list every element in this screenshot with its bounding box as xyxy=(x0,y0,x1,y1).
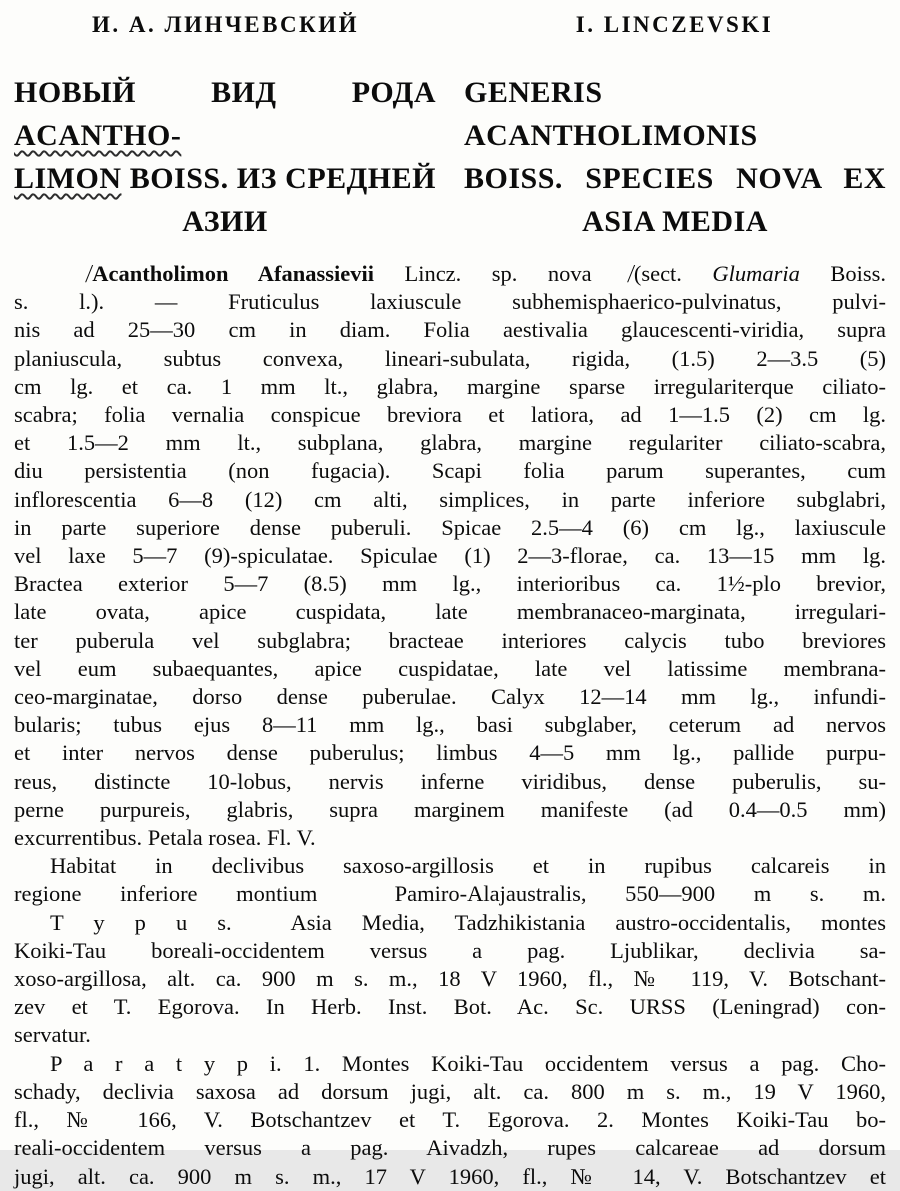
text-line: xoso-argillosa, alt. ca. 900 m s. m., 18 V 1960, fl., № 119, V. Botschant- xyxy=(14,966,886,992)
author-name-latin: I. LINCZEVSKI xyxy=(575,12,774,37)
text-line: fl., № 166, V. Botschantzev et T. Egorova. 2. Montes Koiki-Tau bo- xyxy=(14,1107,886,1133)
text-line: schady, declivia saxosa ad dorsum jugi, alt. ca. 800 m s. m., 19 V 1960, xyxy=(14,1078,886,1104)
text-line: planiuscula, subtus convexa, lineari-subulata, rigida, (1.5) 2—3.5 (5) xyxy=(14,345,886,371)
text-line: BOISS. SPECIES NOVA EX xyxy=(464,162,886,195)
article-title-russian xyxy=(14,71,444,243)
text-line: et inter nervos dense puberulus; limbus 4—5 mm lg., pallide purpu- xyxy=(14,740,886,766)
text-line: LIMON BOISS. ИЗ СРЕДНЕЙ xyxy=(14,162,436,195)
text-line: et 1.5—2 mm lt., subplana, glabra, margine regulariter ciliato-scabra, xyxy=(14,430,886,456)
text-line: Bractea exterior 5—7 (8.5) mm lg., interioribus ca. 1½-plo brevior, xyxy=(14,571,886,597)
text-line: cm lg. et ca. 1 mm lt., glabra, margine sparse irregulariterque ciliato- xyxy=(14,373,886,399)
text-line: late ovata, apice cuspidata, late membranaceo-marginata, irregulari- xyxy=(14,599,886,625)
text-line: reus, distincte 10-lobus, nervis inferne viridibus, dense puberulis, su- xyxy=(14,768,886,794)
author-name-russian: И. А. ЛИНЧЕВСКИЙ xyxy=(91,12,360,37)
titles-row xyxy=(0,38,900,243)
text-line: Koiki-Tau boreali-occidentem versus a pag. Ljublikar, declivia sa- xyxy=(14,937,886,963)
text-line: zev et T. Egorova. In Herb. Inst. Bot. Ac. Sc. URSS (Leningrad) con- xyxy=(14,994,886,1020)
text-line: reali-occidentem versus a pag. Aivadzh, rupes calcareae ad dorsum xyxy=(14,1135,886,1161)
text-line: bularis; tubus ejus 8—11 mm lg., basi subglaber, ceterum ad nervos xyxy=(14,712,886,738)
text-line: s. l.). — Fruticulus laxiuscule subhemisphaerico-pulvinatus, pulvi- xyxy=(14,289,886,315)
article-title-latin xyxy=(464,71,886,243)
authors-row xyxy=(0,0,900,38)
article-body xyxy=(14,260,886,1191)
text-line: scabra; folia vernalia conspicue breviora et latiora, ad 1—1.5 (2) cm lg. xyxy=(14,402,886,428)
text-line: excurrentibus. Petala rosea. Fl. V. xyxy=(14,825,316,851)
text-line: nis ad 25—30 cm in diam. Folia aestivalia glaucescenti-viridia, supra xyxy=(14,317,886,343)
text-line: diu persistentia (non fugacia). Scapi folia parum superantes, cum xyxy=(14,458,886,484)
text-line: in parte superiore dense puberuli. Spicae 2.5—4 (6) cm lg., laxiuscule xyxy=(14,514,886,540)
text-line: GENERIS ACANTHOLIMONIS xyxy=(464,76,758,152)
text-line: НОВЫЙ ВИД РОДА ACANTHO- xyxy=(14,76,444,152)
text-line: ASIA MEDIA xyxy=(582,205,768,238)
text-line: АЗИИ xyxy=(182,205,268,238)
text-line: jugi, alt. ca. 900 m s. m., 17 V 1960, fl., № 14, V. Botschantzev et xyxy=(14,1163,886,1189)
text-line: T y p u s. Asia Media, Tadzhikistania austro-occidentalis, montes xyxy=(50,909,886,935)
text-line: inflorescentia 6—8 (12) cm alti, simplices, in parte inferiore subglabri, xyxy=(14,486,886,512)
text-line: vel eum subaequantes, apice cuspidatae, late vel latissime membrana- xyxy=(14,655,886,681)
text-line: ceo-marginatae, dorso dense puberulae. Calyx 12—14 mm lg., infundi- xyxy=(14,684,886,710)
text-line: servatur. xyxy=(14,1022,91,1048)
text-line: ter puberula vel subglabra; bracteae interiores calycis tubo breviores xyxy=(14,627,886,653)
text-line: Habitat in declivibus saxoso-argillosis et in rupibus calcareis in xyxy=(50,853,886,879)
text-line: perne purpureis, glabris, supra marginem manifeste (ad 0.4—0.5 mm) xyxy=(14,796,886,822)
text-line: P a r a t y p i. 1. Montes Koiki-Tau occidentem versus a pag. Cho- xyxy=(50,1050,886,1076)
text-line: /Acantholimon Afanassievii Lincz. sp. nova /(sect. Glumaria Boiss. xyxy=(84,259,886,288)
text-line: regione inferiore montium Pamiro-Alajaustralis, 550—900 m s. m. xyxy=(14,881,886,907)
text-line: vel laxe 5—7 (9)-spiculatae. Spiculae (1) 2—3-florae, ca. 13—15 mm lg. xyxy=(14,543,886,569)
